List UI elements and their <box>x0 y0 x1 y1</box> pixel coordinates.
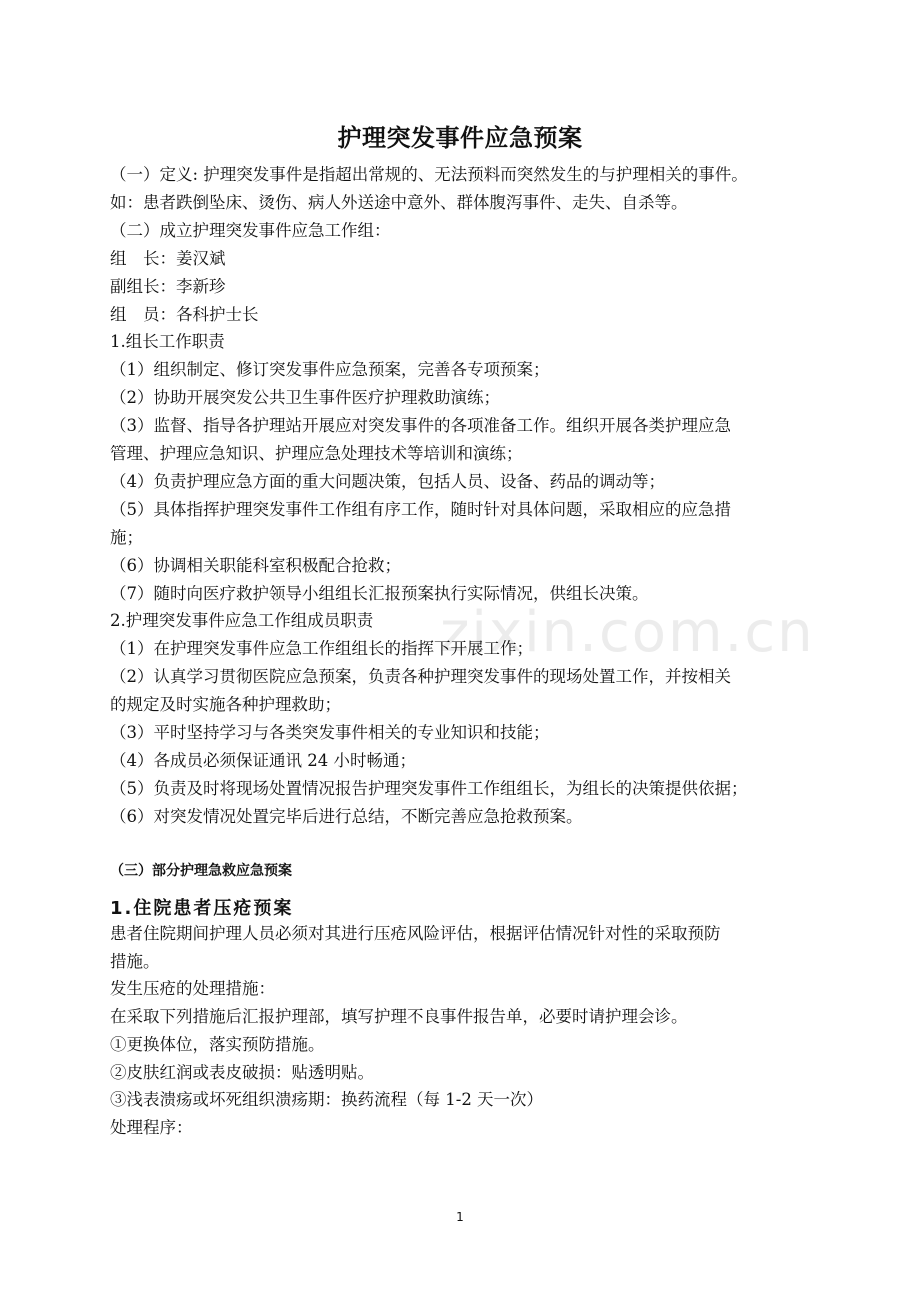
text-line: （6）对突发情况处置完毕后进行总结，不断完善应急抢救预案。 <box>110 806 583 826</box>
text-line: ②皮肤红润或表皮破损：贴透明贴。 <box>110 1062 374 1082</box>
text-line: 组 长：姜汉斌 <box>110 248 226 268</box>
text-line: 在采取下列措施后汇报护理部，填写护理不良事件报告单，必要时请护理会诊。 <box>110 1007 688 1027</box>
text-line: ③浅表溃疡或坏死组织溃疡期：换药流程（每 1-2 天一次） <box>110 1090 544 1110</box>
page-number: 1 <box>456 1210 464 1224</box>
section3-heading: （三）部分护理急救应急预案 <box>110 863 292 879</box>
text-line: 组 员：各科护士长 <box>110 304 259 324</box>
text-line: （二）成立护理突发事件应急工作组： <box>110 220 391 240</box>
document-title: 护理突发事件应急预案 <box>337 124 583 152</box>
text-line: 2.护理突发事件应急工作组成员职责 <box>110 611 374 631</box>
text-line: （4）各成员必须保证通讯 24 小时畅通； <box>110 750 416 770</box>
text-line: （一）定义: 护理突发事件是指超出常规的、无法预料而突然发生的与护理相关的事件。 <box>110 165 748 184</box>
text-line: 施； <box>110 527 143 547</box>
watermark: zixin.com.cn <box>440 600 815 665</box>
text-line: 如：患者跌倒坠床、烫伤、病人外送途中意外、群体腹泻事件、走失、自杀等。 <box>110 192 688 212</box>
text-line: （2）协助开展突发公共卫生事件医疗护理救助演练； <box>110 388 500 408</box>
text-line: 1.组长工作职责 <box>110 332 225 352</box>
text-line: 处理程序： <box>110 1117 193 1137</box>
text-line: （4）负责护理应急方面的重大问题决策，包括人员、设备、药品的调动等； <box>110 471 665 491</box>
text-line: 的规定及时实施各种护理救助； <box>110 695 341 715</box>
text-line: （2）认真学习贯彻医院应急预案，负责各种护理突发事件的现场处置工作，并按相关 <box>110 667 731 687</box>
text-line: （1）在护理突发事件应急工作组组长的指挥下开展工作； <box>110 639 533 659</box>
text-line: ①更换体位，落实预防措施。 <box>110 1034 325 1054</box>
text-line: （5）具体指挥护理突发事件工作组有序工作，随时针对具体问题，采取相应的应急措 <box>110 499 731 519</box>
text-line: （3）监督、指导各护理站开展应对突发事件的各项准备工作。组织开展各类护理应急 <box>110 416 731 436</box>
text-line: 措施。 <box>110 951 160 971</box>
text-line: 患者住院期间护理人员必须对其进行压疮风险评估，根据评估情况针对性的采取预防 <box>110 924 721 943</box>
text-line: 管理、护理应急知识、护理应急处理技术等培训和演练； <box>110 444 523 463</box>
text-line: （7）随时向医疗救护领导小组组长汇报预案执行实际情况，供组长决策。 <box>110 583 649 603</box>
section3-subheading: 1.住院患者压疮预案 <box>110 898 294 919</box>
text-line: 发生压疮的处理措施： <box>110 979 275 999</box>
text-line: （6）协调相关职能科室积极配合抢救； <box>110 555 401 575</box>
text-line: （3）平时坚持学习与各类突发事件相关的专业知识和技能； <box>110 723 550 742</box>
text-line: （5）负责及时将现场处置情况报告护理突发事件工作组组长，为组长的决策提供依据； <box>110 778 748 798</box>
text-line: 副组长：李新珍 <box>110 276 226 296</box>
text-line: （1）组织制定、修订突发事件应急预案，完善各专项预案； <box>110 360 550 380</box>
